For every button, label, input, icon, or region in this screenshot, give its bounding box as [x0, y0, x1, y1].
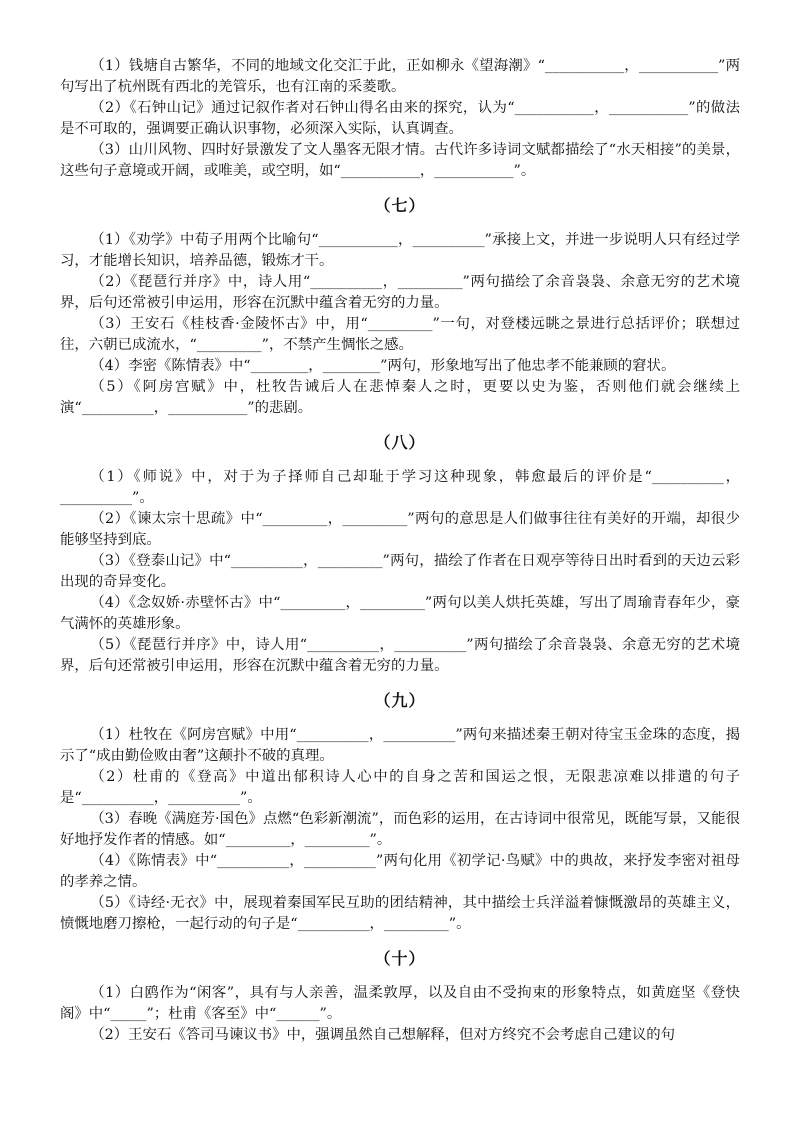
sec7-question-4: （4）李密《陈情表》中“________，________”两句，形象地写出了他忠孝不能兼顾的窘状。	[90, 358, 676, 374]
sec8-question-5: （5）《琵琶行并序》中，诗人用“__________，__________”两句描绘了余音袅袅、余意无穷的艺术境界，后句还常被引申运用，形容在沉默中蕴含着无穷的力量。	[60, 637, 740, 674]
sec6-question-2: （2）《石钟山记》通过记叙作者对石钟山得名由来的探究，认为“___________，___________”的做法是不可取的，强调要正确认识事物，必须深入实际，认真调查。	[60, 100, 740, 137]
sec8-question-3: （3）《登泰山记》中“__________，_________”两句，描绘了作者在日观亭等待日出时看到的天边云彩出现的奇异变化。	[60, 553, 740, 590]
sec9-question-1: （1）杜牧在《阿房宫赋》中用“__________，__________”两句来描述秦王朝对待宝玉金珠的态度，揭示了“成由勤俭败由奢”这颠扑不破的真理。	[60, 727, 740, 764]
section-7-heading: （七）	[374, 196, 426, 215]
sec8-question-2: （2）《谏太宗十思疏》中“_________，_________”两句的意思是人们做事往往有美好的开端，却很少能够坚持到底。	[60, 511, 740, 548]
sec9-question-4: （4）《陈情表》中“__________，__________”两句化用《初学记·鸟赋》中的典故，来抒发李密对祖母的孝养之情。	[60, 853, 740, 890]
sec9-question-2: （2）杜甫的《登高》中道出郁积诗人心中的自身之苦和国运之恨，无限悲凉难以排遣的句子是“__________，__________”。	[60, 769, 740, 806]
sec6-question-1: （1）钱塘自古繁华，不同的地域文化交汇于此，正如柳永《望海潮》“___________，___________”两句写出了杭州既有西北的羌管乐，也有江南的采菱歌。	[60, 58, 740, 95]
sec6-question-3: （3）山川风物、四时好景激发了文人墨客无限才情。古代许多诗词文赋都描绘了“水天相接”的美景，这些句子意境或开阔，或唯美，或空明，如“___________，___________”。	[60, 142, 740, 179]
sec10-question-2: （2）王安石《答司马谏议书》中，强调虽然自己想解释，但对方终究不会考虑自己建议的句	[90, 1027, 676, 1043]
section-10-heading: （十）	[374, 949, 426, 968]
sec7-question-2: （2）《琵琶行并序》中，诗人用“__________，_________”两句描绘了余音袅袅、余意无穷的艺术境界，后句还常被引申运用，形容在沉默中蕴含着无穷的力量。	[60, 274, 740, 311]
sec8-question-1: （1）《师说》中，对于为子择师自己却耻于学习这种现象，韩愈最后的评价是“__________，__________”。	[60, 469, 740, 506]
sec7-question-1: （1）《劝学》中荀子用两个比喻句“___________，__________”承接上文，并进一步说明人只有经过学习，才能增长知识，培养品德，锻炼才干。	[60, 232, 740, 269]
sec9-question-3: （3）春晚《满庭芳·国色》点燃“色彩新潮流”，而色彩的运用，在古诗词中很常见，既能写景，又能很好地抒发作者的情感。如“_________，_________”。	[60, 811, 740, 848]
sec8-question-4: （4）《念奴娇·赤壁怀古》中“_________，_________”两句以美人烘托英雄，写出了周瑜青春年少，豪气满怀的英雄形象。	[60, 595, 740, 632]
section-9-heading: （九）	[374, 691, 426, 710]
section-8-heading: （八）	[374, 433, 426, 452]
worksheet-page	[60, 56, 740, 1046]
sec7-question-3: （3）王安石《桂枝香·金陵怀古》中，用“_________”一句，对登楼远眺之景进行总括评价；联想过往，六朝已成流水，“_________”，不禁产生惆怅之感。	[60, 316, 740, 353]
sec10-question-1: （1）白鸥作为“闲客”，具有与人亲善，温柔敦厚，以及自由不受拘束的形象特点，如黄庭坚《登快阁》中“_____”；杜甫《客至》中“______”。	[60, 985, 740, 1022]
sec9-question-5: （5）《诗经·无衣》中，展现着秦国军民互助的团结精神，其中描绘士兵洋溢着慷慨激昂的英雄主义，愤慨地磨刀擦枪，一起行动的句子是“__________，_________”。	[60, 895, 740, 932]
sec7-question-5: （5）《阿房宫赋》中，杜牧告诫后人在悲悼秦人之时，更要以史为鉴，否则他们就会继续上演“__________，___________”的悲剧。	[60, 379, 740, 416]
